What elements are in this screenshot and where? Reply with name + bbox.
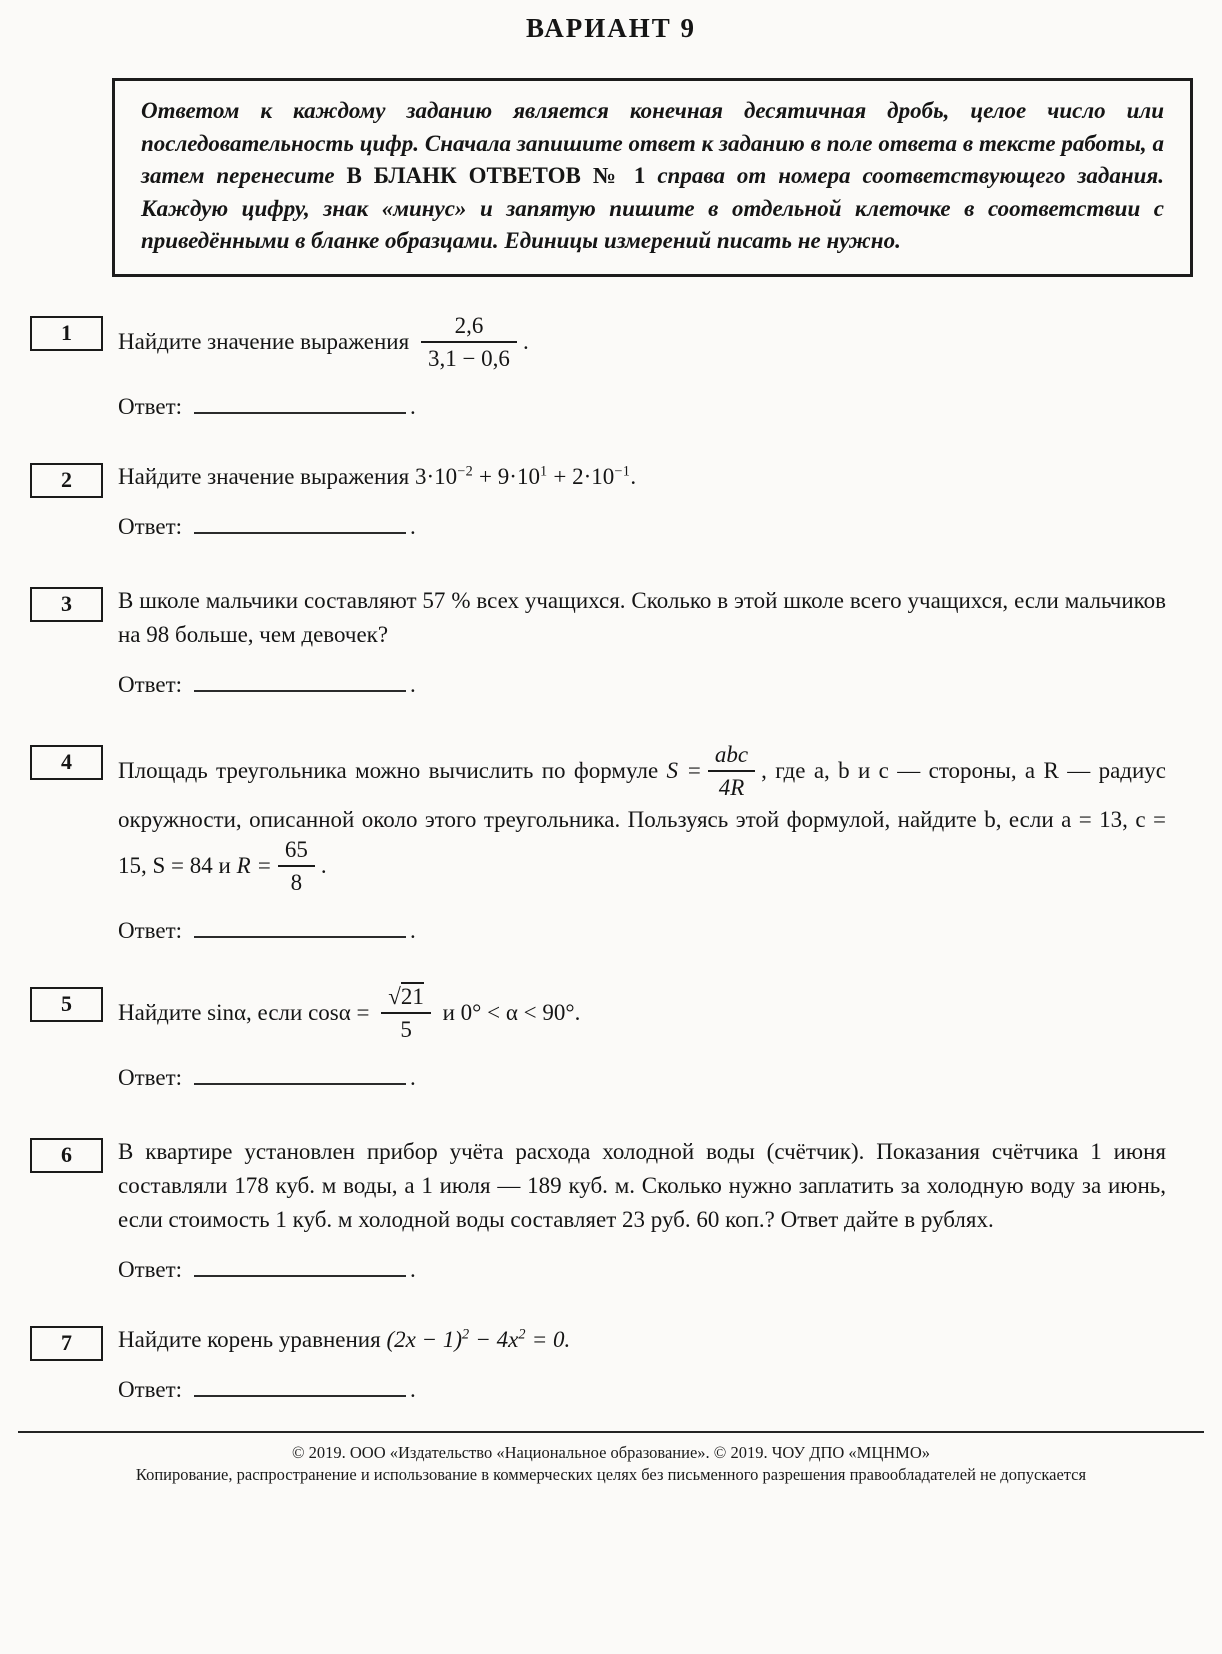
equation-sup-1: 2 [462,1325,470,1342]
fraction-denominator: 8 [290,869,303,895]
fraction-abc-4R [708,740,755,801]
radicand: 21 [400,983,424,1009]
problem-5-seg2: и 0° < α < 90°. [442,999,581,1025]
equation-part-1: (2x − 1) [386,1326,463,1352]
instructions-answer-sheet-ref: В БЛАНК ОТВЕТОВ № 1 [346,163,646,188]
formula-radius-lhs: R = [236,852,272,878]
answer-label: Ответ: [118,1376,183,1402]
page-title: ВАРИАНТ 9 [525,13,697,43]
problem-7-text [118,1323,1166,1357]
expr-exp-2: 1 [539,462,548,479]
problem-1-body [118,313,1166,424]
expr-base-3: 2·10 [572,463,615,489]
instructions-text [141,95,1164,258]
problem-6 [30,1135,1166,1287]
copy-restriction-line: Копирование, распространение и использование в коммерческих целях без письменного разрешения правообладателей не допускается [135,1464,1087,1484]
problem-1 [30,313,1166,424]
fraction-denominator: 3,1 − 0,6 [427,345,510,371]
expr-base-1: 3·10 [414,463,458,489]
copyright-line: © 2019. ООО «Издательство «Национальное образование». © 2019. ЧОУ ДПО «МЦНМО» [291,1442,931,1462]
page-footer [0,1442,1222,1486]
answer-blank [194,1064,406,1085]
problem-4-seg3: . [320,852,327,878]
answer-label: Ответ: [118,393,183,419]
answer-label: Ответ: [118,671,183,697]
problem-1-answer-line [118,390,1166,424]
problem-5-number: 5 [30,987,103,1022]
problem-4 [30,742,1166,948]
problem-6-answer-line [118,1253,1166,1287]
problem-3-body [118,584,1166,702]
problem-4-text [118,742,1166,898]
problem-3 [30,584,1166,702]
problem-6-body [118,1135,1166,1287]
expr-exp-3: −1 [614,462,631,479]
answer-suffix: . [410,917,416,943]
fraction-numerator: abc [708,740,755,772]
expr-plus-1: + [473,463,498,489]
fraction-sqrt21-5 [381,982,431,1043]
fraction-65-8 [278,835,315,896]
problem-4-answer-line [118,914,1166,948]
answer-blank [194,1256,406,1277]
problem-4-seg1: Площадь треугольника можно вычислить по формуле [118,757,659,783]
equation-part-2: − 4x [469,1326,519,1352]
fraction-denominator: 5 [400,1016,412,1042]
fraction-numerator [381,982,431,1014]
answer-suffix: . [410,1376,416,1402]
instructions-part3: справа от номера соответствующего задания. Каждую цифру, знак «минус» и запятую пишите в отдельной клеточке в соответствии с приведёнными в бланке образцами. Единицы измерений писать не нужно. [141,163,1164,253]
equation-part-3: = 0. [526,1326,571,1352]
instructions-part1: Ответом к каждому заданию является конечная десятичная дробь, целое число или последовательность цифр. Сначала запишите ответ к заданию в поле ответа в тексте работы, а затем перенесите [141,98,1164,188]
answer-suffix: . [410,393,416,419]
problem-1-text [118,313,1166,374]
answer-label: Ответ: [118,1064,183,1090]
problem-7-number: 7 [30,1326,103,1361]
problem-2-number: 2 [30,463,103,498]
fraction-numerator: 2,6 [421,311,517,343]
problem-6-number: 6 [30,1138,103,1173]
problem-2-text [118,460,1166,494]
answer-blank [194,393,406,414]
answer-suffix: . [410,1064,416,1090]
formula-area-lhs: S = [666,757,702,783]
problem-4-body [118,742,1166,948]
radical-sign: √ [388,983,401,1009]
problem-7-answer-line [118,1373,1166,1407]
problem-5-body [118,984,1166,1095]
expr-base-2: 9·10 [497,463,540,489]
answer-blank [194,671,406,692]
expr-exp-1: −2 [457,462,474,479]
expr-plus-2: + [547,463,573,489]
problem-7-lead: Найдите корень уравнения [118,1326,381,1352]
answer-label: Ответ: [118,513,183,539]
fraction-denominator: 4R [718,774,745,800]
power-expression [415,464,636,489]
fraction-numerator: 65 [278,835,315,867]
problem-4-seg2: , где a, b и c — стороны, а R — радиус окружности, описанной около этого треугольника. Пользуясь этой формулой, найдите b, если a = 13, c = 15, S = 84 и [118,757,1167,878]
answer-suffix: . [410,513,416,539]
problem-5-answer-line [118,1061,1166,1095]
problem-1-number: 1 [30,316,103,351]
problem-2-answer-line [118,510,1166,544]
problem-1-tail: . [522,328,529,354]
equation [386,1327,570,1352]
problem-1-lead: Найдите значение выражения [118,328,410,354]
answer-label: Ответ: [118,1256,183,1282]
answer-blank [194,1376,406,1397]
answer-suffix: . [410,671,416,697]
problem-2-lead: Найдите значение выражения [118,463,410,489]
problem-6-text: В квартире установлен прибор учёта расхода холодной воды (счётчик). Показания счётчика 1 июня составляли 178 куб. м воды, а 1 июля — 189 куб. м. Сколько нужно заплатить за холодную воду за июнь, если стоимость 1 куб. м холодной воды составляет 23 руб. 60 коп.? Ответ дайте в рублях. [118,1138,1166,1232]
problem-3-answer-line [118,668,1166,702]
fraction [421,311,517,372]
problem-7-body [118,1323,1166,1407]
problem-4-number: 4 [30,745,103,780]
problem-2 [30,460,1166,544]
answer-blank [194,513,406,534]
footer-divider [18,1431,1204,1433]
instructions-box [112,78,1193,277]
problem-3-number: 3 [30,587,103,622]
problem-5-text [118,984,1166,1045]
problem-5-seg1: Найдите sinα, если cosα = [118,999,370,1025]
problem-5 [30,984,1166,1095]
problem-7 [30,1323,1166,1407]
problem-3-text: В школе мальчики составляют 57 % всех учащихся. Сколько в этой школе всего учащихся, если мальчиков на 98 больше, чем девочек? [118,587,1166,647]
expr-tail: . [630,463,637,489]
answer-label: Ответ: [118,917,183,943]
answer-blank [194,917,406,938]
answer-suffix: . [410,1256,416,1282]
equation-sup-2: 2 [518,1325,526,1342]
problem-2-body [118,460,1166,544]
